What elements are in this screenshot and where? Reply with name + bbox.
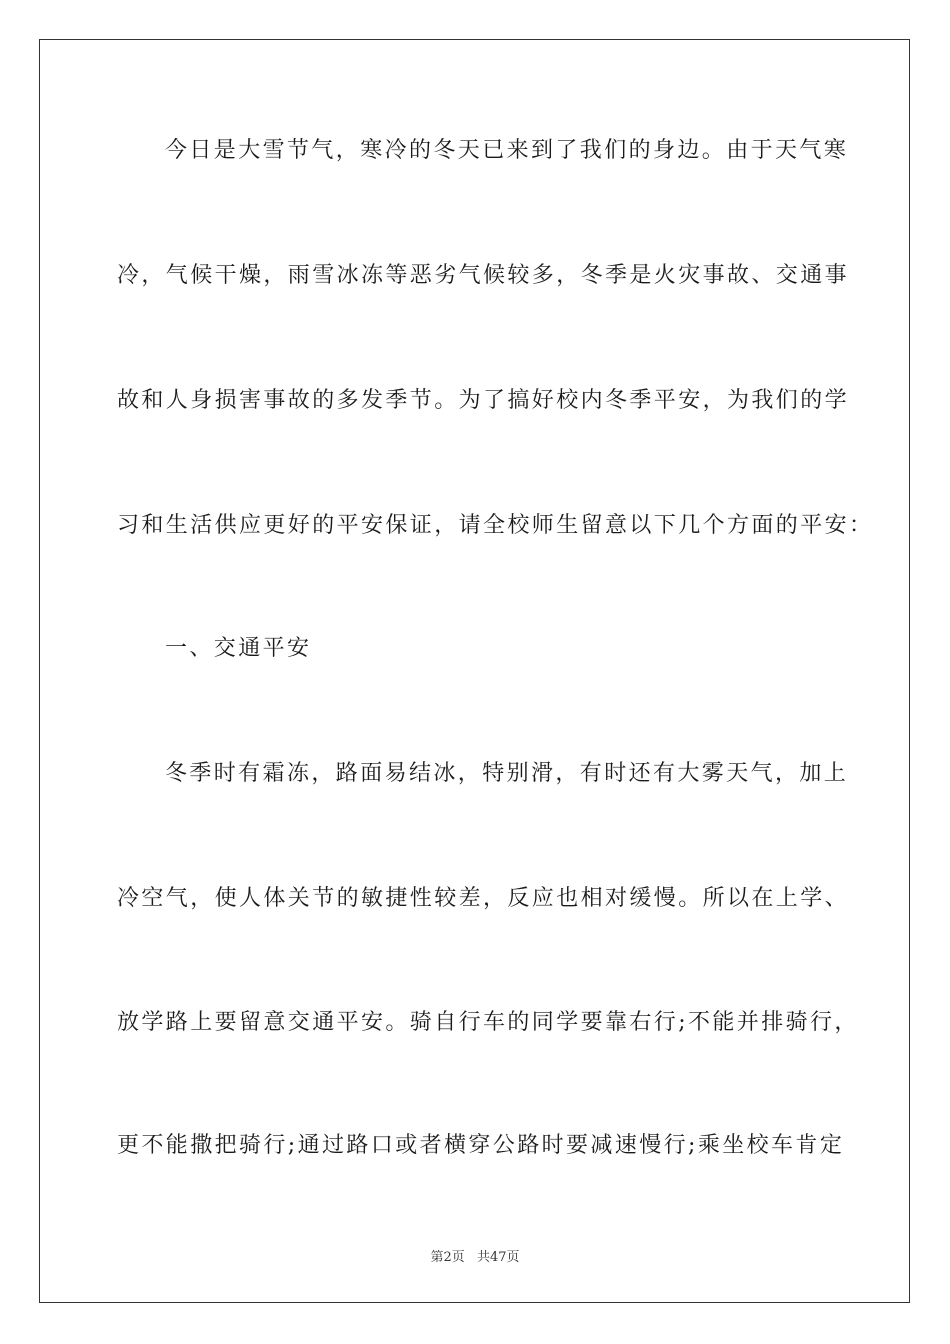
paragraph-line: 冬季时有霜冻，路面易结冰，特别滑，有时还有大雾天气，加上: [165, 761, 849, 786]
paragraph-line: 冷，气候干燥，雨雪冰冻等恶劣气候较多，冬季是火灾事故、交通事: [117, 263, 850, 288]
page-total: 共47页: [476, 1250, 520, 1265]
page-border: [39, 39, 910, 1303]
page-footer: [0, 1246, 950, 1265]
paragraph-line: 今日是大雪节气，寒冷的冬天已来到了我们的身边。由于天气寒: [165, 138, 849, 163]
paragraph-line: 更不能撒把骑行;通过路口或者横穿公路时要减速慢行;乘坐校车肯定: [117, 1133, 845, 1158]
page-number: 第2页: [430, 1250, 465, 1265]
paragraph-line: 放学路上要留意交通平安。骑自行车的同学要靠右行;不能并排骑行，: [117, 1010, 859, 1035]
section-heading: 一、交通平安: [165, 636, 312, 661]
paragraph-line: 冷空气，使人体关节的敏捷性较差，反应也相对缓慢。所以在上学、: [117, 886, 850, 911]
paragraph-line: 习和生活供应更好的平安保证，请全校师生留意以下几个方面的平安：: [117, 513, 874, 538]
paragraph-line: 故和人身损害事故的多发季节。为了搞好校内冬季平安，为我们的学: [117, 388, 850, 413]
